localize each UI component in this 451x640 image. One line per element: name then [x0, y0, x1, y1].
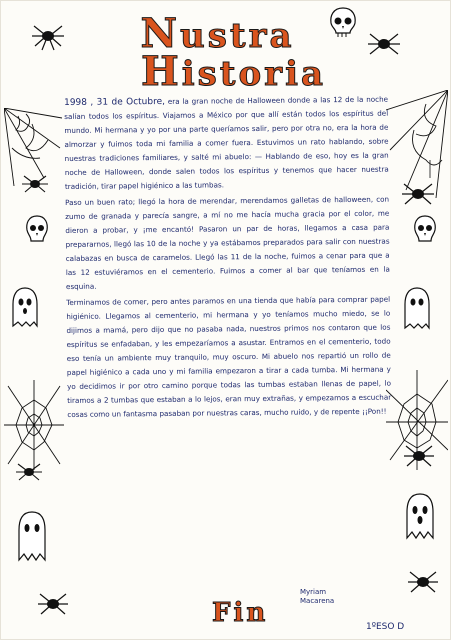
- spider-icon: [30, 18, 66, 52]
- spider-icon: [400, 178, 436, 208]
- title-rest-2: istoria: [181, 54, 327, 94]
- fin-rest: in: [233, 598, 269, 628]
- ghost-icon: [404, 492, 436, 542]
- signature-line-2: Macarena: [300, 597, 335, 605]
- class-label: 1ºESO D: [366, 622, 405, 632]
- spider-icon: [14, 458, 44, 484]
- story-date: 1998 , 31 de Octubre,: [64, 96, 166, 108]
- spider-icon: [20, 170, 50, 196]
- spider-icon: [364, 28, 404, 58]
- fin-initial: F: [212, 598, 234, 628]
- skull-icon: [24, 214, 50, 248]
- spider-web-icon: [4, 380, 64, 470]
- signature: [300, 588, 334, 606]
- spider-icon: [406, 566, 440, 596]
- title-initial-1: N: [140, 10, 181, 57]
- ghost-icon: [402, 286, 432, 332]
- skull-icon: [328, 6, 358, 40]
- skull-icon: [412, 214, 438, 248]
- story-paragraph-1-text: era la gran noche de Halloween donde a las 12 de la noche salían todos los espíritus. Viajamos a México por que allí están todos los espíritus del mundo. Mi hermana y yo por una parte queríamos salir, pero por otra no, era la hora de almorzar y fuimos toda mi familia a comer fuera. Estuvimos un rato hablando, sobre nuestras tradiciones familiares, y salté mi abuelo: — Hablando de eso, hoy es la gran noche de Halloween, donde salen todos los espíritus y tenemos que hacer nuestra tradición, tirar papel higiénico a las tumbas.: [64, 94, 389, 191]
- story-paragraph-3: Terminamos de comer, pero antes paramos en una tienda que había para comprar papel higiénico. Llegamos al cementerio, mi hermana y yo teníamos mucho miedo, se lo dijimos a mamá, pero dijo que no pasaba nada, nuestros primos nos contaron que los espíritus se enfadaban, y les empezaríamos a asustar. Entramos en el cementerio, todo eso tenía un ambiente muy tranquilo, muy oscuro. Mi abuelo nos repartió un rollo de papel higiénico a cada uno y mi familia empezaron a tirar a cada tumba. Mi hermana y yo decidimos ir por otro camino porque todas las tumbas estaban llenas de papel, lo tiramos a 2 tumbas que estaban a lo lejos, eran muy extrañas, y empezamos a escuchar cosas como un fantasma pasaban por nuestras caras, mucho ruido, y de repente ¡¡Pon!!: [66, 294, 392, 419]
- title-initial-2: H: [140, 48, 182, 95]
- spider-icon: [402, 440, 436, 470]
- story-body: [64, 93, 391, 424]
- ghost-icon: [10, 286, 40, 330]
- spider-icon: [36, 588, 70, 618]
- fin-heading: [212, 598, 268, 628]
- ghost-icon: [16, 510, 48, 564]
- title-rest-1: ustra: [180, 16, 295, 56]
- signature-line-1: Myriam: [300, 588, 327, 596]
- story-paragraph-1: [64, 93, 389, 194]
- story-paragraph-2: Paso un buen rato; llegó la hora de merendar, merendamos galletas de halloween, con zumo de granada y parecía sangre, a mí no me hacía mucha gracia por el color, me dieron a probar, y ¡me encantó! Pasaron un par de horas, llegamos a casa para prepararnos, llegó las 10 de la noche y ya estábamos preparados para salir con nuestras calabazas en busca de caramelos. Llegó las 11 de la noche, fuimos a cenar para que a las 12 estuviéramos en el cementerio. Fuimos a comer al bar que teníamos en la esquina.: [65, 194, 390, 291]
